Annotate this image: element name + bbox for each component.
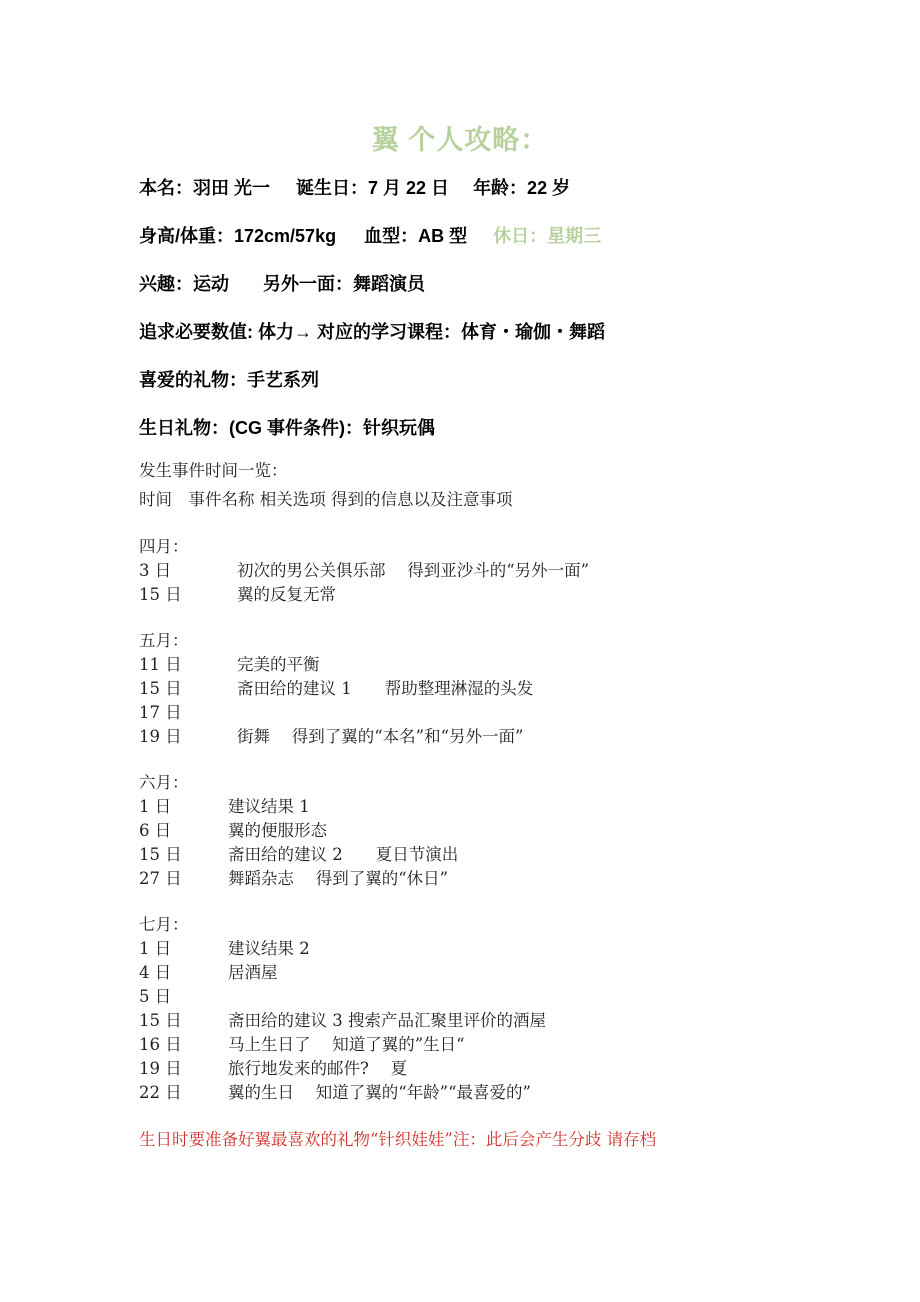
birthday-gift: 生日礼物：(CG 事件条件)：针织玩偶: [139, 418, 435, 438]
month-label-april: 四月：: [139, 537, 189, 556]
month-label-june: 六月：: [139, 773, 189, 792]
event-text: 街舞 得到了翼的“本名”和“另外一面”: [237, 727, 524, 746]
event-text: 翼的反复无常: [237, 585, 336, 604]
holiday: 休日：星期三: [493, 226, 602, 246]
event-day: 27 日: [139, 869, 182, 888]
event-day: 15 日: [139, 585, 182, 604]
blood-type: 血型：AB 型: [364, 226, 468, 246]
event-day: 17 日: [139, 703, 182, 722]
event-text: 斋田给的建议 3 搜索产品汇聚里评价的酒屋: [228, 1011, 546, 1030]
event-text: 马上生日了 知道了翼的”生日“: [228, 1035, 465, 1054]
hobby: 兴趣：运动: [139, 274, 229, 294]
event-day: 1 日: [139, 797, 172, 816]
other-side: 另外一面：舞蹈演员: [263, 274, 425, 294]
event-text: 旅行地发来的邮件? 夏: [228, 1059, 408, 1078]
profile-line-1: [139, 174, 570, 200]
favorite-gift: 喜爱的礼物：手艺系列: [139, 370, 319, 390]
event-text: 居酒屋: [228, 963, 278, 982]
events-intro: 发生事件时间一览：: [139, 461, 288, 480]
event-day: 15 日: [139, 845, 182, 864]
event-day: 16 日: [139, 1035, 182, 1054]
event-day: 3 日: [139, 561, 172, 580]
event-text: 翼的生日 知道了翼的“年龄”“最喜爱的”: [228, 1083, 531, 1102]
save-note: 生日时要准备好翼最喜欢的礼物“针织娃娃”注：此后会产生分歧 请存档: [139, 1130, 657, 1149]
event-day: 1 日: [139, 939, 172, 958]
event-day: 19 日: [139, 1059, 182, 1078]
event-text: 斋田给的建议 2 夏日节演出: [228, 845, 459, 864]
event-text: 建议结果 1: [228, 797, 310, 816]
event-text: 建议结果 2: [228, 939, 310, 958]
event-day: 11 日: [139, 655, 182, 674]
profile-line-4: [139, 318, 605, 344]
event-day: 15 日: [139, 1011, 182, 1030]
real-name: 本名：羽田 光一: [139, 178, 271, 198]
event-day: 19 日: [139, 727, 182, 746]
profile-line-3: [139, 270, 425, 296]
height-weight: 身高/体重：172cm/57kg: [139, 226, 337, 246]
columns-header: 时间 事件名称 相关选项 得到的信息以及注意事项: [139, 490, 513, 509]
event-text: 翼的便服形态: [228, 821, 327, 840]
event-text: 斋田给的建议 1 帮助整理淋湿的头发: [237, 679, 534, 698]
month-label-may: 五月：: [139, 631, 189, 650]
birthday: 诞生日：7 月 22 日: [296, 178, 450, 198]
event-text: 舞蹈杂志 得到了翼的“休日”: [228, 869, 449, 888]
event-day: 22 日: [139, 1083, 182, 1102]
event-day: 15 日: [139, 679, 182, 698]
month-label-july: 七月：: [139, 915, 189, 934]
event-text: 初次的男公关俱乐部 得到亚沙斗的“另外一面”: [237, 561, 590, 580]
age: 年龄：22 岁: [473, 178, 571, 198]
event-day: 6 日: [139, 821, 172, 840]
event-day: 5 日: [139, 987, 172, 1006]
required-stats: 追求必要数值: 体力→ 对应的学习课程：体育・瑜伽・舞蹈: [139, 322, 605, 342]
event-day: 4 日: [139, 963, 172, 982]
page-title: 翼 个人攻略：: [371, 125, 549, 155]
profile-line-6: [139, 414, 435, 440]
profile-line-2: [139, 222, 601, 248]
profile-line-5: [139, 366, 319, 392]
event-text: 完美的平衡: [237, 655, 320, 674]
